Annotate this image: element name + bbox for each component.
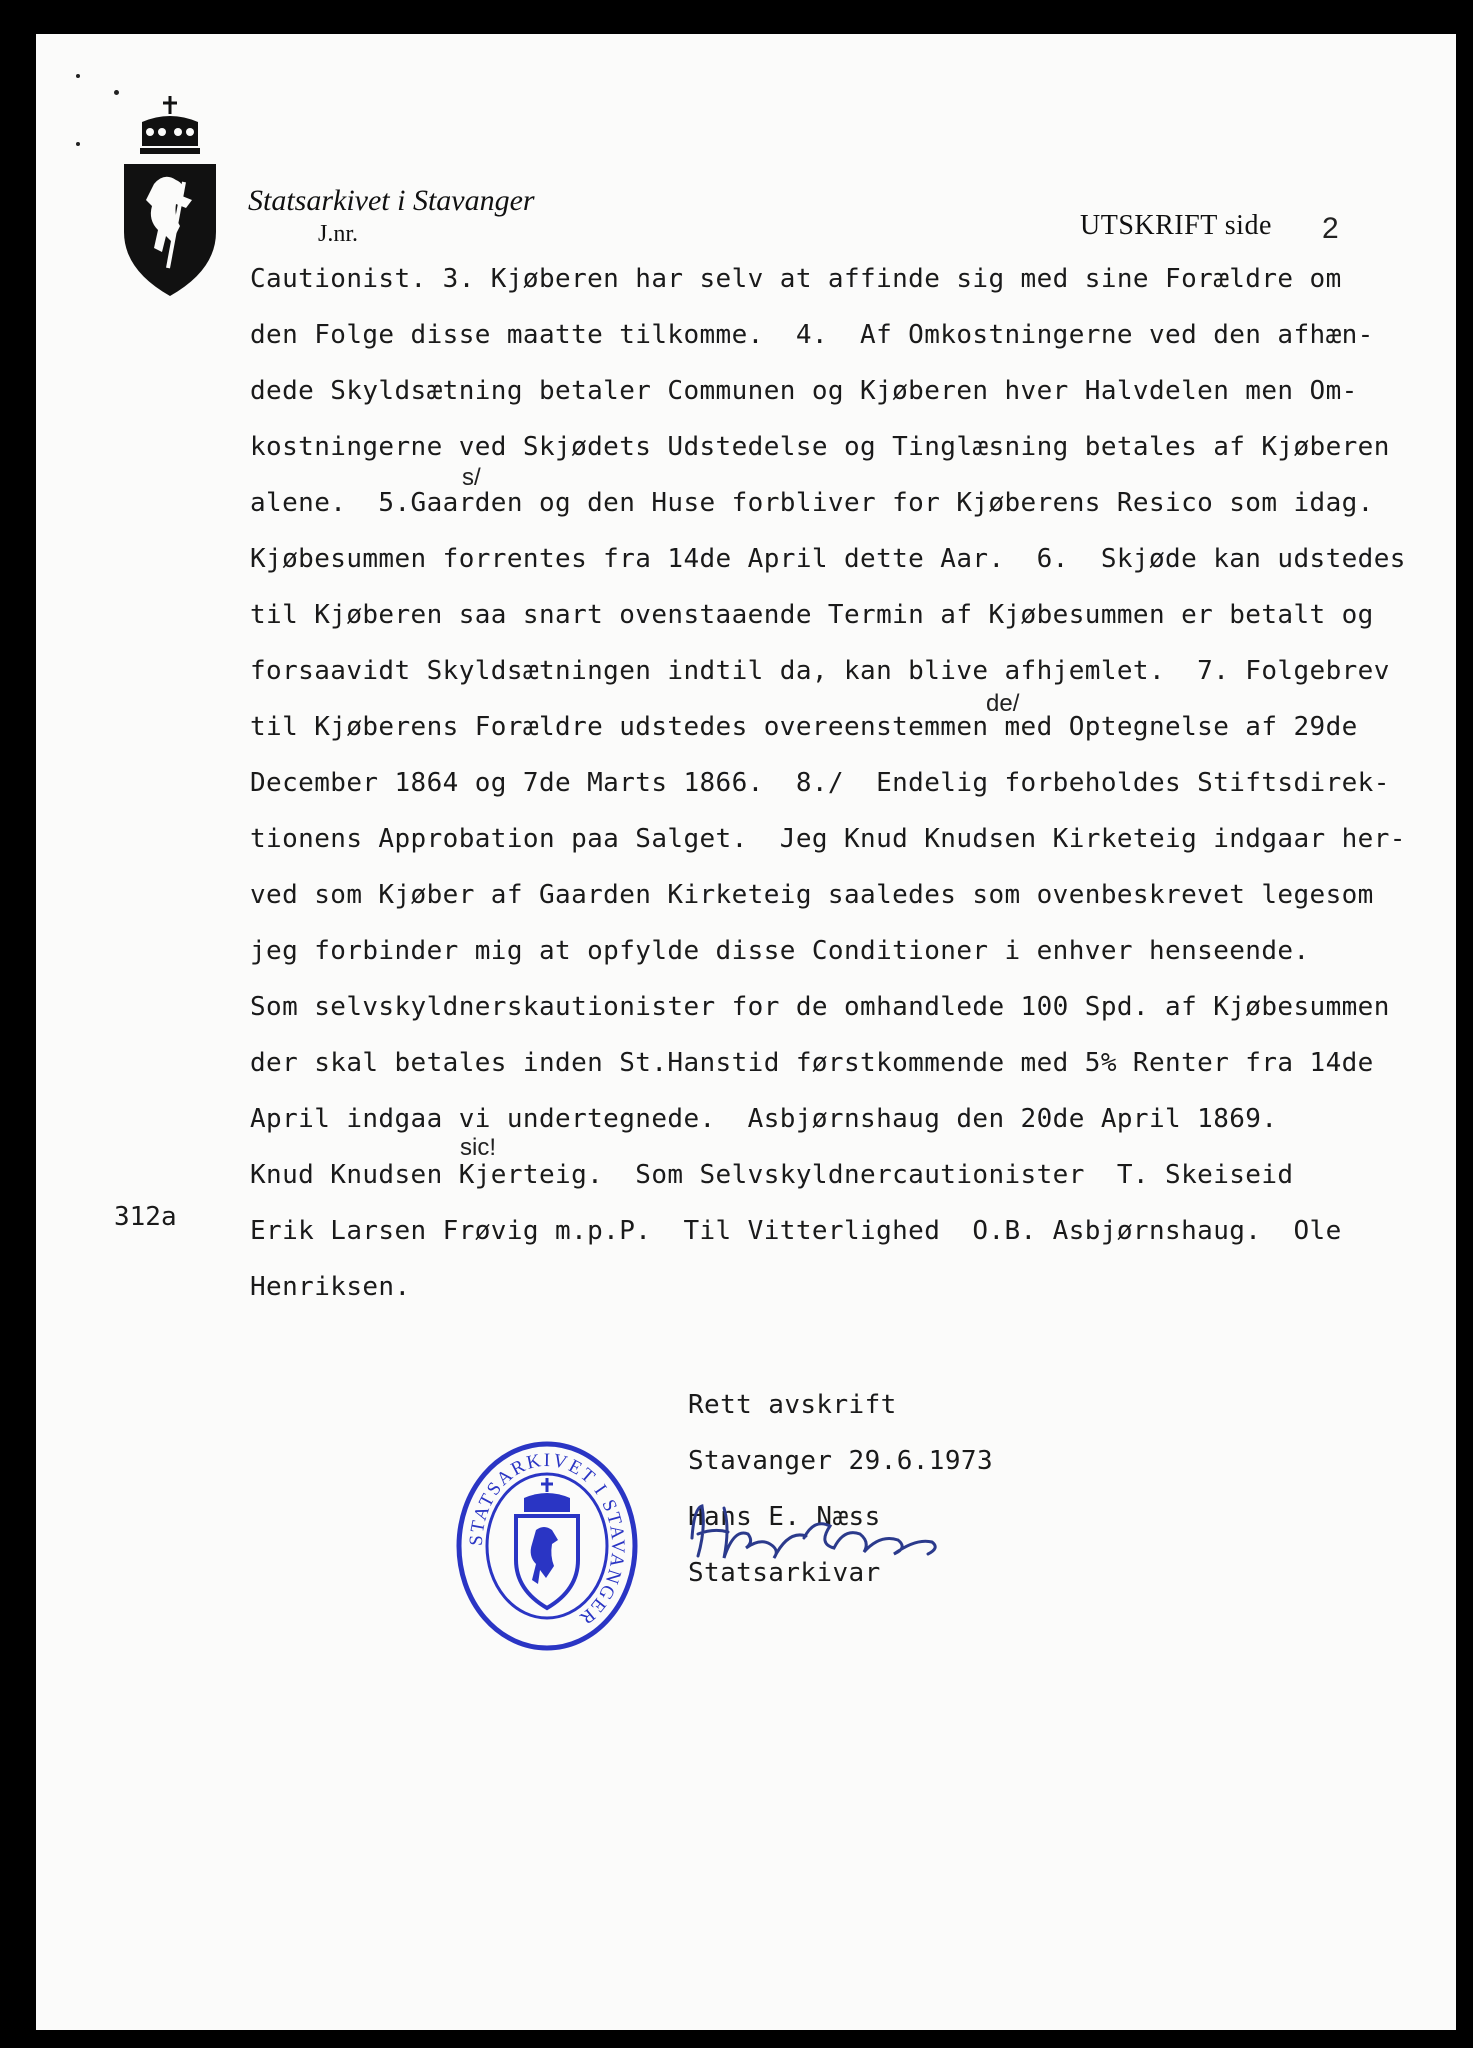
signer-title: Statsarkivar	[688, 1558, 881, 1588]
body-line: der skal betales inden St.Hanstid førstkommende med 5% Renter fra 14de	[250, 1048, 1374, 1078]
body-line: til Kjøberens Forældre udstedes overeenstemmen med Optegnelse af 29de	[250, 712, 1358, 742]
signature-mark	[684, 1498, 974, 1568]
archive-stamp-icon	[454, 1440, 640, 1652]
body-line: jeg forbinder mig at opfylde disse Conditioner i enhver henseende.	[250, 936, 1310, 966]
body-line: kostningerne ved Skjødets Udstedelse og Tinglæsning betales af Kjøberen	[250, 432, 1390, 462]
margin-speck	[114, 90, 119, 95]
body-line: December 1864 og 7de Marts 1866. 8./ Endelig forbeholdes Stiftsdirek-	[250, 768, 1390, 798]
body-line: tionens Approbation paa Salget. Jeg Knud Knudsen Kirketeig indgaar her-	[250, 824, 1406, 854]
coat-of-arms-icon	[102, 92, 238, 302]
organization-name: Statsarkivet i Stavanger	[248, 184, 535, 217]
body-line: til Kjøberen saa snart ovenstaaende Termin af Kjøbesummen er betalt og	[250, 600, 1374, 630]
body-line: alene. 5.Gaarden og den Huse forbliver for Kjøberens Resico som idag.	[250, 488, 1374, 518]
signer-name: Hans E. Næss	[688, 1502, 881, 1532]
superscript-annotation: de/	[986, 690, 1020, 717]
document-page	[36, 34, 1456, 2030]
body-line: April indgaa vi undertegnede. Asbjørnshaug den 20de April 1869.	[250, 1104, 1278, 1134]
body-line: ved som Kjøber af Gaarden Kirketeig saaledes som ovenbeskrevet legesom	[250, 880, 1374, 910]
body-line: forsaavidt Skyldsætningen indtil da, kan blive afhjemlet. 7. Folgebrev	[250, 656, 1390, 686]
body-line: Som selvskyldnerskautionister for de omhandlede 100 Spd. af Kjøbesummen	[250, 992, 1390, 1022]
stamp-text: STATSARKIVET I STAVANGER	[465, 1449, 629, 1630]
page-number: 2	[1322, 212, 1339, 245]
body-line: Knud Knudsen Kjerteig. Som Selvskyldnercautionister T. Skeiseid	[250, 1160, 1294, 1190]
certification-line: Rett avskrift	[688, 1390, 897, 1420]
margin-speck	[76, 142, 80, 146]
body-line: dede Skyldsætning betaler Communen og Kjøberen hver Halvdelen men Om-	[250, 376, 1358, 406]
body-line: den Folge disse maatte tilkomme. 4. Af Omkostningerne ved den afhæn-	[250, 320, 1374, 350]
document-type-label: UTSKRIFT side	[1080, 210, 1272, 241]
body-line: Henriksen.	[250, 1272, 411, 1302]
margin-speck	[76, 74, 80, 78]
body-line: Cautionist. 3. Kjøberen har selv at affinde sig med sine Forældre om	[250, 264, 1342, 294]
marginal-note: 312a	[114, 1202, 177, 1232]
place-date-line: Stavanger 29.6.1973	[688, 1446, 994, 1476]
sic-annotation: sic!	[460, 1134, 496, 1161]
body-line: Kjøbesummen forrentes fra 14de April dette Aar. 6. Skjøde kan udstedes	[250, 544, 1406, 574]
body-line: Erik Larsen Frøvig m.p.P. Til Vitterlighed O.B. Asbjørnshaug. Ole	[250, 1216, 1342, 1246]
journal-number-label: J.nr.	[318, 221, 359, 247]
superscript-annotation: s/	[462, 464, 481, 491]
